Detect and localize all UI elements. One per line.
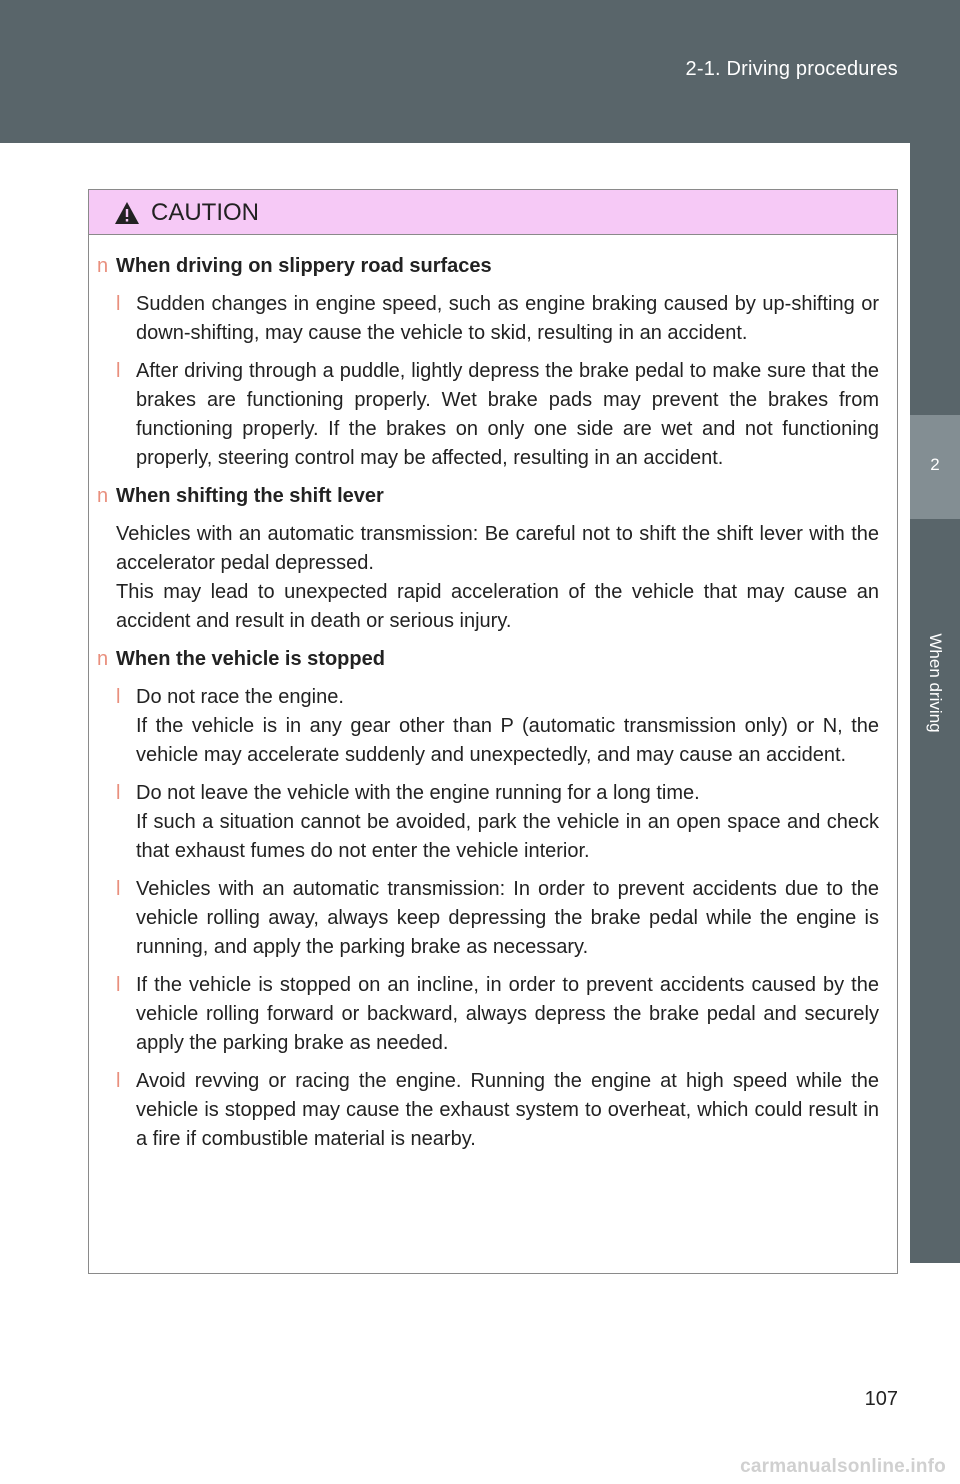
list-item: l If the vehicle is stopped on an incline, in order to prevent accidents caused by the vehicle rolling forward or backward, always depress the brake pedal and securely apply the parking brake as needed.: [89, 971, 889, 1058]
list-item: l Avoid revving or racing the engine. Running the engine at high speed while the vehicle is stopped may cause the exhaust system to overheat, which could result in a fire if combustible material is nearby.: [89, 1067, 889, 1154]
section-paragraph: Vehicles with an automatic transmission: Be careful not to shift the shift lever with the accelerator pedal depressed. This may lead to unexpected rapid acceleration of the vehicle that may cause an accident and result in death or serious injury.: [116, 523, 879, 632]
caution-box: [88, 189, 898, 1274]
page-number: 107: [864, 1388, 898, 1410]
side-tab-label: When driving: [926, 633, 945, 733]
section-title-shift-lever: n When shifting the shift lever: [89, 482, 889, 511]
watermark: carmanualsonline.info: [740, 1456, 946, 1477]
section-marker: n: [97, 255, 109, 277]
section-marker: n: [97, 485, 109, 507]
list-item: l Do not race the engine. If the vehicle is in any gear other than P (automatic transmission only) or N, the vehicle may accelerate suddenly and unexpectedly, and may cause an accident.: [89, 683, 889, 770]
section-marker: n: [97, 648, 109, 670]
list-item: l Vehicles with an automatic transmission: In order to prevent accidents due to the vehicle rolling away, always keep depressing the brake pedal while the engine is running, and apply the parking brake as necessary.: [89, 875, 889, 962]
bullet-marker: l: [116, 974, 121, 996]
side-tab-number: 2: [930, 455, 940, 474]
side-tab: [910, 143, 960, 1263]
bullet-marker: l: [116, 878, 121, 900]
chapter-title: 2-1. Driving procedures: [685, 58, 898, 80]
bullet-marker: l: [116, 686, 121, 708]
bullet-marker: l: [116, 1070, 121, 1092]
bullet-marker: l: [116, 360, 121, 382]
section-title-slippery: n When driving on slippery road surfaces: [89, 252, 889, 281]
page-header: [0, 0, 960, 143]
section-title-stopped: n When the vehicle is stopped: [89, 645, 889, 674]
warning-triangle-icon: [114, 201, 140, 225]
caution-header: [89, 190, 897, 235]
bullet-marker: l: [116, 293, 121, 315]
caution-title: CAUTION: [151, 199, 259, 226]
list-item: l Sudden changes in engine speed, such as engine braking caused by up-shifting or down-shifting, may cause the vehicle to skid, resulting in an accident.: [89, 290, 889, 348]
bullet-marker: l: [116, 782, 121, 804]
list-item: l After driving through a puddle, lightly depress the brake pedal to make sure that the brakes are functioning properly. Wet brake pads may prevent the brakes from functioning properly. If the brakes on only one side are wet and not functioning properly, steering control may be affected, resulting in an accident.: [89, 357, 889, 473]
list-item: l Do not leave the vehicle with the engine running for a long time. If such a situation cannot be avoided, park the vehicle in an open space and check that exhaust fumes do not enter the vehicle interior.: [89, 779, 889, 866]
caution-content: [89, 252, 889, 1163]
